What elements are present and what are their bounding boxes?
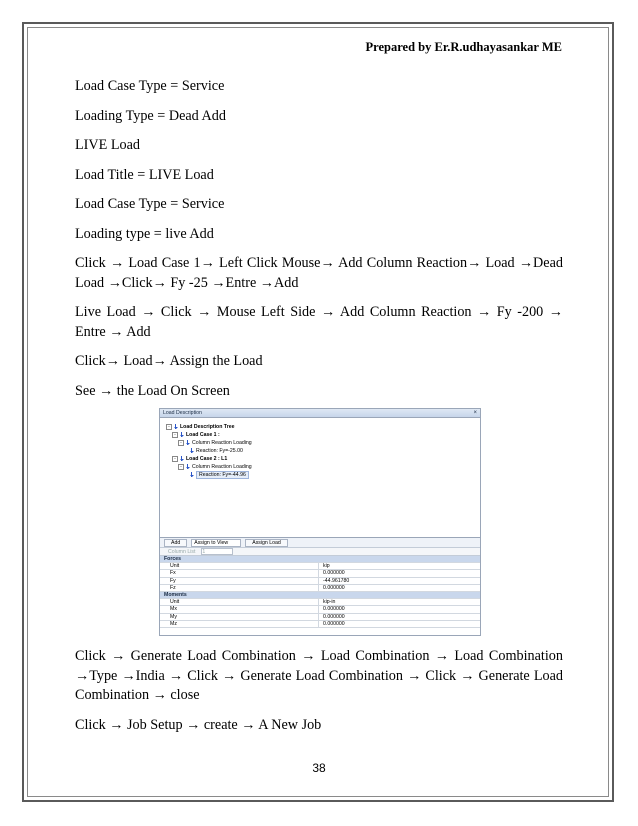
paragraph: Click → Job Setup → create → A New Job bbox=[75, 716, 322, 733]
collapse-icon[interactable]: − bbox=[167, 423, 171, 429]
load-arrow-icon bbox=[180, 432, 184, 437]
tree-column-reaction-1[interactable]: − Column Reaction Loading bbox=[179, 439, 252, 446]
load-arrow-icon bbox=[186, 464, 190, 469]
paragraph: Load Case Type = Service bbox=[75, 78, 225, 94]
table-row: Unit kip bbox=[160, 563, 480, 570]
paragraph: Click → Generate Load Combination → Load Combination → Load Combination →Type →India → Click → Generate Load Combination → Click → Generate Load Combination → close bbox=[75, 648, 563, 703]
load-arrow-icon bbox=[180, 456, 184, 461]
assign-load-button[interactable]: Assign Load bbox=[245, 539, 288, 547]
page-content-lower bbox=[75, 647, 563, 745]
tree-load-case-2[interactable]: − Load Case 2 : L1 bbox=[173, 455, 228, 462]
load-arrow-icon bbox=[190, 472, 194, 477]
paragraph: Load Case Type = Service bbox=[75, 196, 225, 212]
paragraph: Loading type = live Add bbox=[75, 225, 214, 242]
column-list-row bbox=[160, 548, 480, 556]
load-tree bbox=[160, 418, 480, 537]
paragraph: Live Load → Click → Mouse Left Side → Add Column Reaction → Fy -200 → Entre → Add bbox=[75, 304, 563, 340]
tree-column-reaction-2[interactable]: − Column Reaction Loading bbox=[179, 463, 252, 470]
paragraph: Load Title = LIVE Load bbox=[75, 166, 214, 183]
panel-title: Load Description bbox=[163, 410, 202, 416]
load-arrow-icon bbox=[174, 424, 178, 429]
panel-title-bar bbox=[160, 409, 480, 418]
table-row: Fx 0.000000 bbox=[160, 570, 480, 577]
collapse-icon[interactable]: − bbox=[179, 463, 183, 469]
add-button[interactable]: Add bbox=[164, 539, 187, 547]
tree-load-case-1[interactable]: − Load Case 1 : bbox=[173, 431, 220, 438]
property-grid bbox=[160, 556, 480, 628]
collapse-icon[interactable]: − bbox=[173, 431, 177, 437]
table-row: Unit kip-in bbox=[160, 599, 480, 606]
table-row: Mx 0.000000 bbox=[160, 606, 480, 613]
load-arrow-icon bbox=[186, 440, 190, 445]
paragraph: LIVE Load bbox=[75, 137, 141, 153]
tree-reaction-leaf-2[interactable]: Reaction: Fy=-44.96 bbox=[166, 471, 480, 479]
page-number: 38 bbox=[312, 761, 326, 775]
paragraph: See → the Load On Screen bbox=[75, 382, 230, 399]
page-content bbox=[75, 77, 563, 411]
column-list-field[interactable]: 1 bbox=[201, 548, 233, 555]
load-description-screenshot bbox=[159, 408, 481, 636]
column-list-label: Column List bbox=[168, 548, 196, 555]
paragraph: Click→ Load→ Assign the Load bbox=[75, 353, 263, 369]
grid-category[interactable]: Forces bbox=[160, 556, 480, 563]
panel-toolbar bbox=[160, 537, 480, 548]
table-row: Mz 0.000000 bbox=[160, 620, 480, 627]
collapse-icon[interactable]: − bbox=[179, 439, 183, 445]
grid-category[interactable]: Moments bbox=[160, 591, 480, 598]
paragraph: Loading Type = Dead Add bbox=[75, 107, 226, 124]
tree-reaction-leaf-1[interactable]: Reaction: Fy=-25.00 bbox=[166, 447, 480, 455]
table-row: My 0.000000 bbox=[160, 613, 480, 620]
tree-root[interactable]: − Load Description Tree bbox=[167, 423, 235, 430]
collapse-icon[interactable]: − bbox=[173, 455, 177, 461]
paragraph: Click → Load Case 1→ Left Click Mouse→ Add Column Reaction→ Load →Dead Load →Click→ Fy -25 →Entre →Add bbox=[75, 255, 563, 291]
assign-option-select[interactable]: Assign to View bbox=[191, 539, 241, 547]
close-icon[interactable]: × bbox=[473, 410, 477, 416]
table-row: Fy -44.961780 bbox=[160, 577, 480, 584]
table-row: Fz 0.000000 bbox=[160, 584, 480, 591]
load-arrow-icon bbox=[190, 448, 194, 453]
page-header: Prepared by Er.R.udhayasankar ME bbox=[365, 40, 562, 54]
